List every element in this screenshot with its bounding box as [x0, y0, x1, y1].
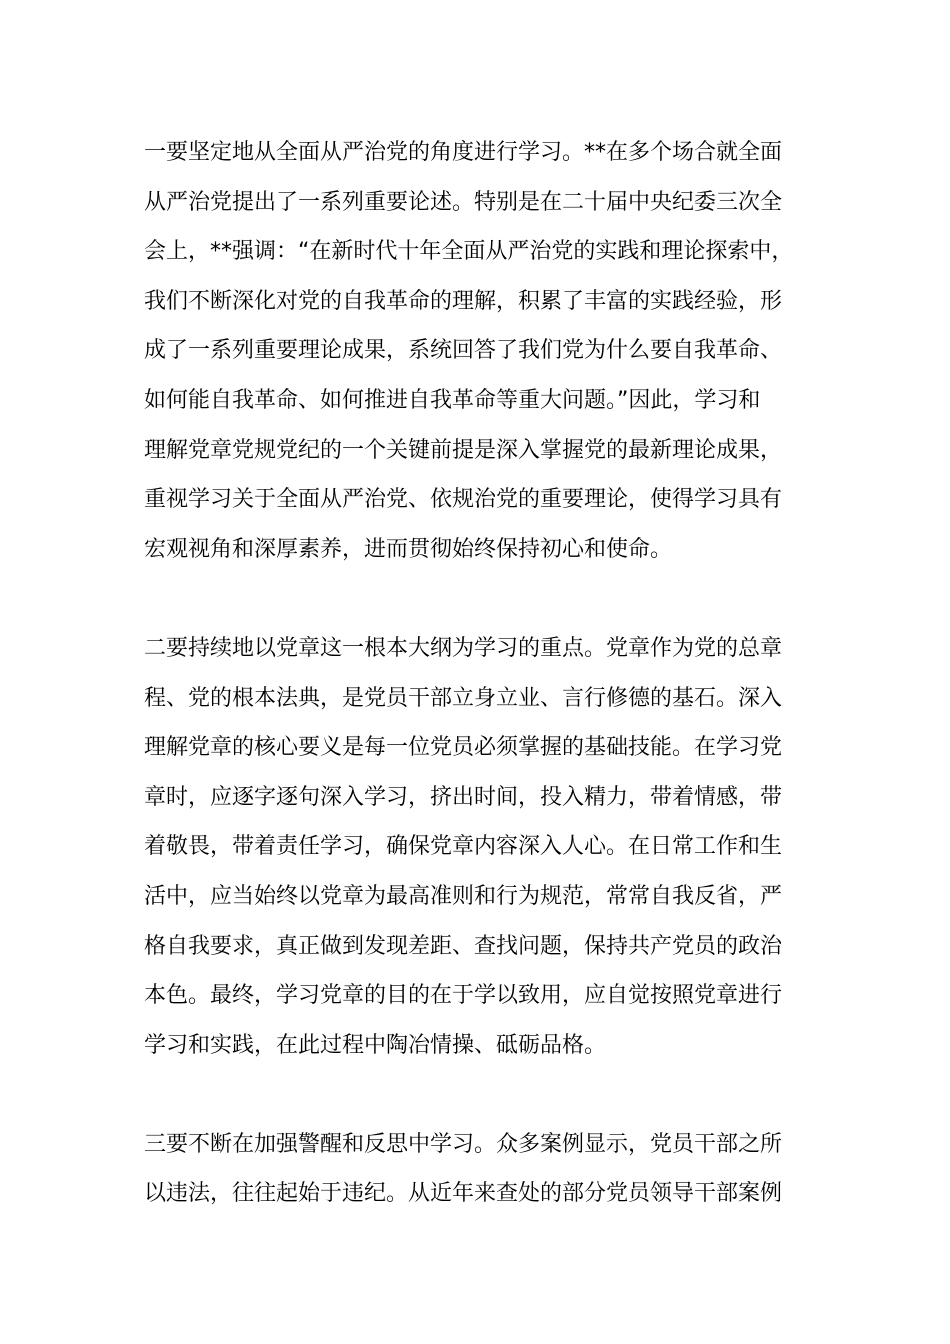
paragraph-line: 以违法，往往起始于违纪。从近年来查处的部分党员领导干部案例 — [144, 1181, 783, 1207]
paragraph-line: 程、党的根本法典，是党员干部立身立业、言行修德的基石。深入 — [144, 685, 783, 711]
paragraph-line: 三要不断在加强警醒和反思中学习。众多案例显示，党员干部之所 — [144, 1131, 783, 1157]
paragraph-line: 二要持续地以党章这一根本大纲为学习的重点。党章作为党的总章 — [144, 635, 783, 661]
paragraph-line: 一要坚定地从全面从严治党的角度进行学习。**在多个场合就全面 — [144, 140, 783, 165]
paragraph-line: 如何能自我革命、如何推进自我革命等重大问题。”因此，学习和 — [144, 387, 761, 413]
paragraph-line: 章时，应逐字逐句深入学习，挤出时间，投入精力，带着情感，带 — [144, 784, 783, 810]
paragraph-spacer — [144, 574, 824, 624]
paragraph-line: 着敬畏，带着责任学习，确保党章内容深入人心。在日常工作和生 — [144, 834, 783, 860]
paragraph-line: 本色。最终，学习党章的目的在于学以致用，应自觉按照党章进行 — [144, 983, 783, 1009]
paragraph-line: 成了一系列重要理论成果，系统回答了我们党为什么要自我革命、 — [144, 338, 783, 364]
paragraph-line: 从严治党提出了一系列重要论述。特别是在二十届中央纪委三次全 — [144, 189, 783, 215]
paragraph-line: 宏观视角和深厚素养，进而贯彻始终保持初心和使命。 — [144, 536, 673, 562]
paragraph-line: 活中，应当始终以党章为最高准则和行为规范，常常自我反省，严 — [144, 883, 783, 909]
paragraph-line: 理解党章的核心要义是每一位党员必须掌握的基础技能。在学习党 — [144, 735, 783, 761]
paragraph-line: 重视学习关于全面从严治党、依规治党的重要理论，使得学习具有 — [144, 487, 783, 513]
paragraph-2 — [144, 624, 824, 1070]
paragraph-line: 学习和实践，在此过程中陶冶情操、砥砺品格。 — [144, 1032, 607, 1058]
paragraph-line: 我们不断深化对党的自我革命的理解，积累了丰富的实践经验，形 — [144, 288, 783, 314]
paragraph-spacer — [144, 1070, 824, 1120]
paragraph-line: 会上，**强调：“在新时代十年全面从严治党的实践和理论探索中， — [144, 239, 794, 265]
document-body — [144, 128, 824, 1219]
paragraph-line: 格自我要求，真正做到发现差距、查找问题，保持共产党员的政治 — [144, 933, 783, 959]
paragraph-line: 理解党章党规党纪的一个关键前提是深入掌握党的最新理论成果， — [144, 437, 783, 463]
paragraph-3 — [144, 1120, 824, 1219]
paragraph-1 — [144, 128, 824, 574]
